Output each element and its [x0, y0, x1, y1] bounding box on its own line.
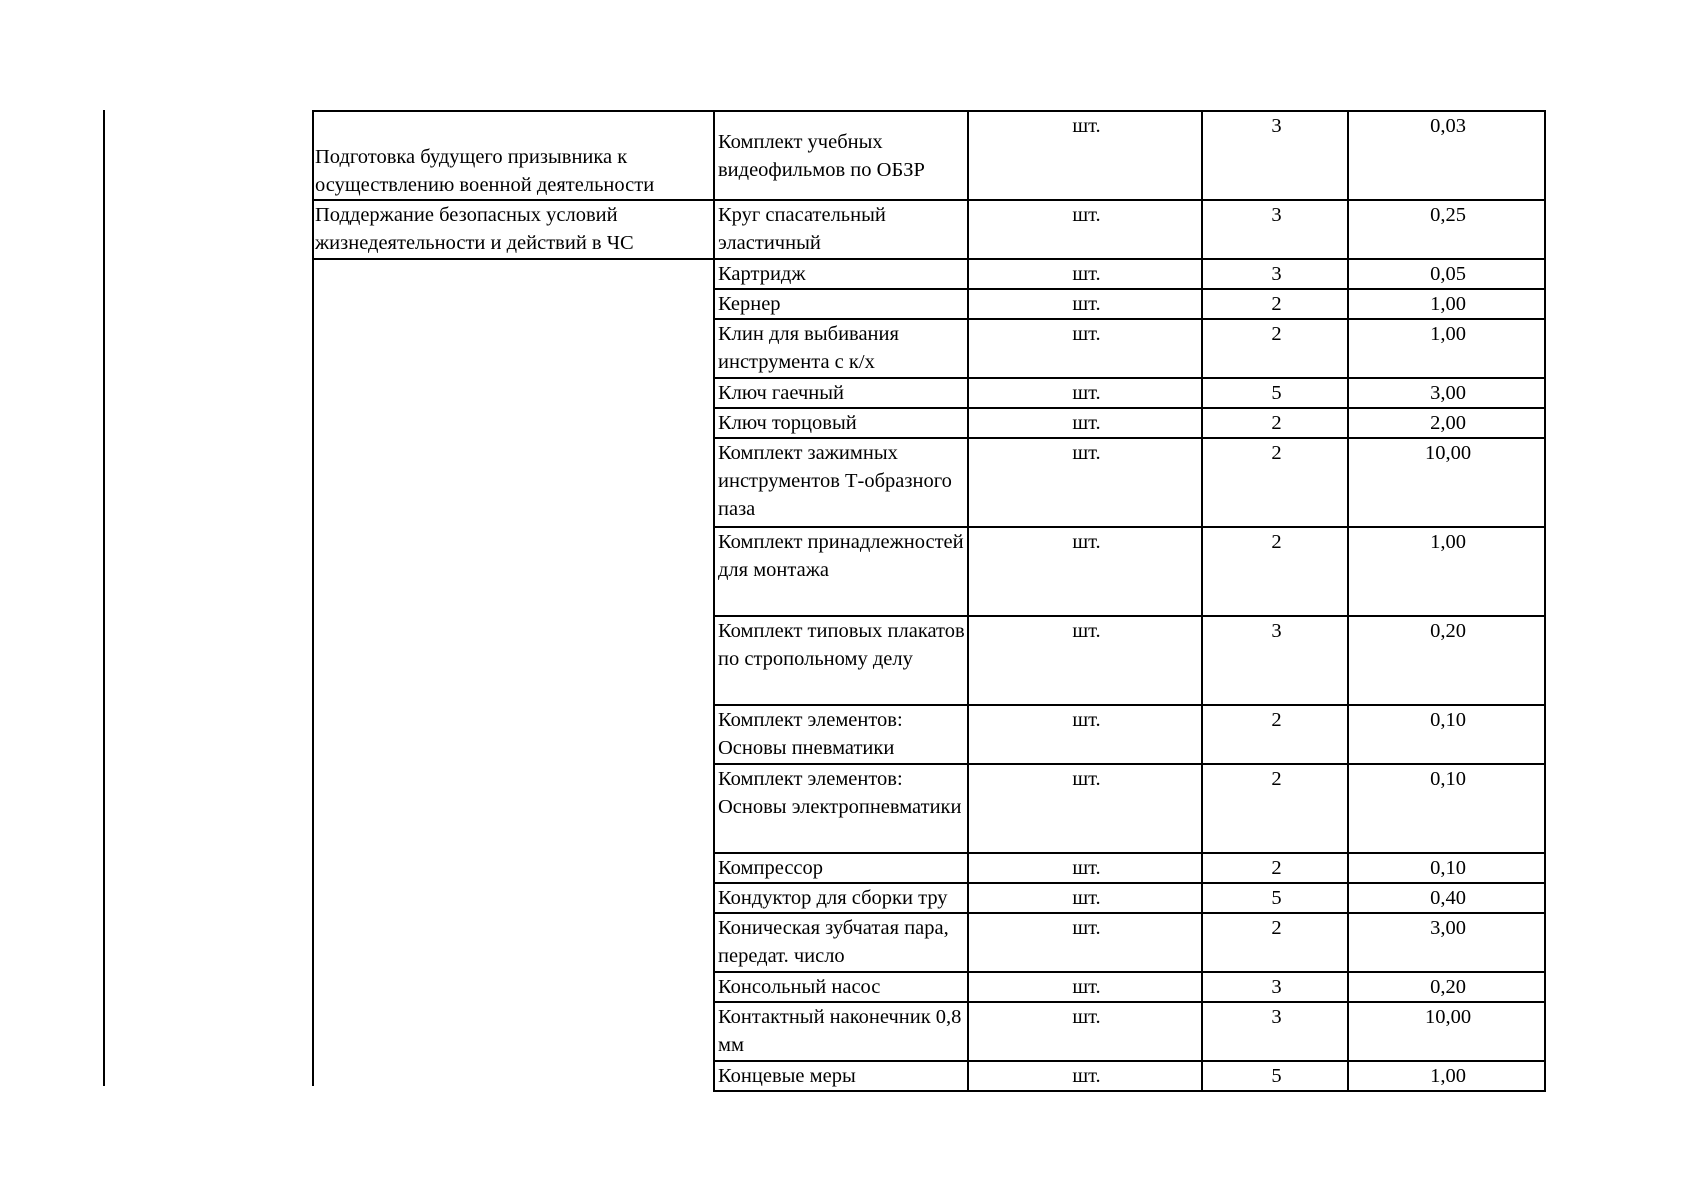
qty-cell: 3 [1202, 111, 1348, 200]
qty-cell: 2 [1202, 527, 1348, 616]
item-name-cell: Клин для выбивания инструмента с к/х [714, 319, 968, 378]
qty-cell: 2 [1202, 289, 1348, 319]
qty-cell: 3 [1202, 1002, 1348, 1061]
item-name-cell: Компрессор [714, 853, 968, 883]
item-name-cell: Комплект типовых плакатов по стропольному делу [714, 616, 968, 705]
unit-cell: шт. [968, 111, 1202, 200]
table-row [312, 259, 1545, 289]
value-cell: 10,00 [1348, 438, 1545, 527]
item-name-cell: Консольный насос [714, 972, 968, 1002]
qty-cell: 2 [1202, 764, 1348, 853]
value-cell: 0,10 [1348, 853, 1545, 883]
item-name-cell: Картридж [714, 259, 968, 289]
unit-cell: шт. [968, 616, 1202, 705]
unit-cell: шт. [968, 853, 1202, 883]
qty-cell: 3 [1202, 972, 1348, 1002]
qty-cell: 2 [1202, 853, 1348, 883]
unit-cell: шт. [968, 259, 1202, 289]
value-cell: 10,00 [1348, 1002, 1545, 1061]
item-name-cell: Кернер [714, 289, 968, 319]
qty-cell: 2 [1202, 319, 1348, 378]
qty-cell: 3 [1202, 259, 1348, 289]
table-row [312, 111, 1545, 200]
unit-cell: шт. [968, 378, 1202, 408]
value-cell: 1,00 [1348, 1061, 1545, 1091]
value-cell: 0,40 [1348, 883, 1545, 913]
unit-cell: шт. [968, 527, 1202, 616]
item-name-cell: Ключ торцовый [714, 408, 968, 438]
unit-cell: шт. [968, 408, 1202, 438]
value-cell: 3,00 [1348, 378, 1545, 408]
item-name-cell: Комплект принадлежностей для монтажа [714, 527, 968, 616]
value-cell: 0,20 [1348, 616, 1545, 705]
section-cell: Поддержание безопасных условий жизнедеятельности и действий в ЧС [312, 200, 714, 259]
unit-cell: шт. [968, 200, 1202, 259]
value-cell: 0,20 [1348, 972, 1545, 1002]
qty-cell: 5 [1202, 1061, 1348, 1091]
equipment-table [312, 110, 1546, 1092]
item-name-cell: Круг спасательный эластичный [714, 200, 968, 259]
unit-cell: шт. [968, 319, 1202, 378]
value-cell: 0,05 [1348, 259, 1545, 289]
unit-cell: шт. [968, 1002, 1202, 1061]
unit-cell: шт. [968, 883, 1202, 913]
item-name-cell: Комплект элементов: Основы пневматики [714, 705, 968, 764]
table-row [312, 200, 1545, 259]
value-cell: 0,03 [1348, 111, 1545, 200]
value-cell: 1,00 [1348, 289, 1545, 319]
section-cell: Подготовка будущего призывника к осуществлению военной деятельности [312, 111, 714, 200]
unit-cell: шт. [968, 289, 1202, 319]
item-name-cell: Коническая зубчатая пара, передат. число [714, 913, 968, 972]
qty-cell: 2 [1202, 913, 1348, 972]
unit-cell: шт. [968, 438, 1202, 527]
item-name-cell: Комплект учебных видеофильмов по ОБЗР [714, 111, 968, 200]
qty-cell: 3 [1202, 200, 1348, 259]
item-name-cell: Концевые меры [714, 1061, 968, 1091]
section-column-border-line [312, 110, 314, 1086]
item-name-cell: Комплект зажимных инструментов Т-образного паза [714, 438, 968, 527]
item-name-cell: Комплект элементов: Основы электропневматики [714, 764, 968, 853]
value-cell: 0,10 [1348, 764, 1545, 853]
item-name-cell: Ключ гаечный [714, 378, 968, 408]
item-name-cell: Кондуктор для сборки тру [714, 883, 968, 913]
qty-cell: 5 [1202, 378, 1348, 408]
value-cell: 0,10 [1348, 705, 1545, 764]
value-cell: 1,00 [1348, 319, 1545, 378]
item-name-cell: Контактный наконечник 0,8 мм [714, 1002, 968, 1061]
section-cell-empty [312, 259, 714, 1091]
qty-cell: 2 [1202, 438, 1348, 527]
left-border-line [103, 110, 105, 1086]
value-cell: 1,00 [1348, 527, 1545, 616]
value-cell: 2,00 [1348, 408, 1545, 438]
qty-cell: 2 [1202, 705, 1348, 764]
unit-cell: шт. [968, 705, 1202, 764]
qty-cell: 2 [1202, 408, 1348, 438]
value-cell: 0,25 [1348, 200, 1545, 259]
unit-cell: шт. [968, 764, 1202, 853]
unit-cell: шт. [968, 913, 1202, 972]
qty-cell: 3 [1202, 616, 1348, 705]
qty-cell: 5 [1202, 883, 1348, 913]
unit-cell: шт. [968, 972, 1202, 1002]
value-cell: 3,00 [1348, 913, 1545, 972]
unit-cell: шт. [968, 1061, 1202, 1091]
